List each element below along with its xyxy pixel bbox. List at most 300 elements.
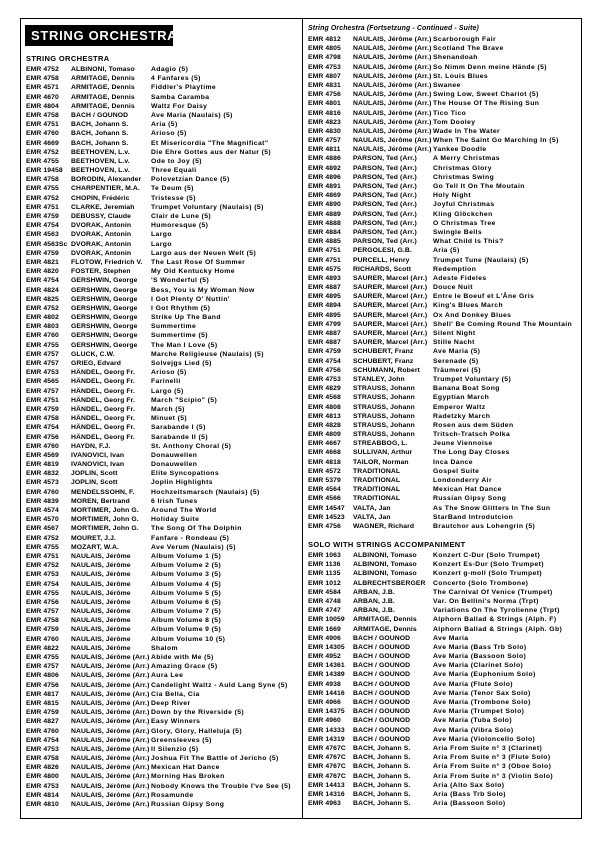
catalog-number: EMR 5379: [308, 477, 341, 484]
piece-title: Te Deum (5): [151, 185, 194, 193]
composer-name: DVORAK, Antonin: [71, 249, 132, 257]
catalog-number: EMR 4810: [26, 801, 59, 808]
composer-name: HÄNDEL, Georg Fr.: [71, 369, 136, 377]
composer-name: BACH / GOUNOD: [353, 662, 411, 670]
catalog-number: EMR 4758: [26, 755, 59, 763]
composer-name: PARSON, Ted (Arr.): [353, 228, 417, 236]
piece-title: Largo aus der Neuen Welt (5): [151, 249, 257, 257]
catalog-number: EMR 4751: [26, 121, 59, 129]
piece-title: Joyful Christmas: [433, 201, 495, 209]
composer-name: PARSON, Ted (Arr.): [353, 201, 417, 209]
composer-name: NAULAIS, Jérôme: [71, 580, 131, 588]
piece-title: Ave Maria (Tenor Sax Solo): [433, 689, 531, 697]
catalog-number: EMR 4815: [26, 699, 59, 707]
piece-title: Cia Bella, Cia: [151, 690, 200, 698]
piece-title: Fanfare - Rondeau (5): [151, 534, 230, 542]
composer-name: BACH, Johann S.: [353, 781, 411, 789]
catalog-row: [26, 267, 301, 276]
composer-name: HÄNDEL, Georg Fr.: [71, 433, 136, 441]
catalog-row: [308, 476, 580, 485]
catalog-number: EMR 4814: [26, 791, 59, 799]
composer-name: NAULAIS, Jérôme (Arr.): [71, 718, 150, 726]
catalog-number: EMR 4752: [26, 194, 59, 202]
composer-name: GERSHWIN, George: [71, 314, 138, 322]
piece-title: Clair de Lune (5): [151, 213, 212, 220]
catalog-number: EMR 4892: [308, 164, 341, 172]
catalog-row: [26, 387, 301, 396]
catalog-row: [308, 597, 580, 606]
catalog-row: [308, 625, 580, 634]
catalog-number: EMR 4966: [308, 699, 341, 706]
piece-title: I Got Rhythm (5): [151, 304, 211, 312]
catalog-row: [26, 580, 301, 589]
catalog-row: [308, 790, 580, 799]
composer-name: HÄNDEL, Georg Fr.: [71, 396, 136, 404]
catalog-row: [26, 249, 301, 258]
piece-title: Fiddler's Playtime: [151, 84, 217, 92]
composer-name: HÄNDEL, Georg Fr.: [71, 378, 136, 386]
catalog-number: EMR 4893: [308, 274, 341, 282]
catalog-number: EMR 4755: [26, 654, 59, 661]
piece-title: Tico Tico: [433, 109, 467, 117]
catalog-row: [26, 671, 301, 680]
catalog-number: EMR 4802: [26, 314, 59, 322]
catalog-row: [26, 727, 301, 736]
catalog-number: EMR 4670: [26, 93, 59, 101]
catalog-row: [308, 504, 580, 513]
composer-name: STRAUSS, Johann: [353, 421, 415, 429]
catalog-number: EMR 4819: [26, 461, 59, 469]
composer-name: CHOPIN, Frédéric: [71, 194, 130, 202]
piece-title: Arioso (5): [151, 369, 187, 377]
piece-title: Ave Maria (Violoncello Solo): [433, 735, 536, 743]
catalog-number: EMR 14305: [308, 643, 345, 651]
composer-name: STRAUSS, Johann: [353, 403, 415, 411]
piece-title: Abide with Me (5): [151, 654, 214, 661]
catalog-number: EMR 4752: [26, 66, 59, 73]
piece-title: Aura Lee: [151, 672, 184, 680]
catalog-row: [26, 423, 301, 432]
catalog-row: [26, 561, 301, 570]
piece-title: Shalom: [151, 644, 178, 652]
catalog-number: EMR 14389: [308, 671, 345, 679]
composer-name: HÄNDEL, Georg Fr.: [71, 424, 136, 432]
catalog-row: [308, 384, 580, 393]
catalog-number: EMR 4757: [308, 137, 341, 145]
catalog-row: [26, 460, 301, 469]
piece-title: Yankee Doodle: [433, 146, 487, 154]
catalog-row: [26, 662, 301, 671]
catalog-number: EMR 4760: [26, 332, 59, 340]
catalog-row: [308, 430, 580, 439]
composer-name: HÄNDEL, Georg Fr.: [71, 387, 136, 395]
catalog-number: EMR 4825: [26, 295, 59, 303]
catalog-row: [308, 136, 580, 145]
piece-title: Mexican Hat Dance: [433, 486, 502, 494]
catalog-row: [26, 139, 301, 148]
piece-title: O Christmas Tree: [433, 219, 496, 227]
piece-title: Brautchor aus Lohengrin (5): [433, 522, 536, 530]
catalog-number: EMR 4839: [26, 497, 59, 505]
composer-name: NAULAIS, Jérôme (Arr.): [353, 127, 432, 135]
catalog-number: EMR 4830: [308, 127, 341, 135]
piece-title: Swing Low, Sweet Chariot (5): [433, 91, 539, 99]
composer-name: PERGOLESI, G.B.: [353, 247, 412, 255]
catalog-number: EMR 4889: [308, 210, 341, 218]
piece-title: Ave Maria (Trombone Solo): [433, 699, 531, 706]
composer-name: BACH, Johann S.: [353, 754, 411, 762]
piece-title: Trumpet Tune (Naulais) (5): [433, 256, 529, 264]
piece-title: My Old Kentucky Home: [151, 268, 235, 276]
piece-title: Emperor Waltz: [433, 403, 486, 411]
catalog-number: EMR 4832: [26, 470, 59, 478]
catalog-row: [26, 184, 301, 193]
catalog-number: EMR 4800: [26, 773, 59, 781]
catalog-row: [308, 744, 580, 753]
piece-title: Album Volume 6 (5): [151, 598, 222, 606]
catalog-number: EMR 4755: [26, 341, 59, 349]
catalog-number: EMR 4767C: [308, 772, 346, 780]
composer-name: MOREN, Bertrand: [71, 497, 130, 505]
piece-title: Largo: [151, 231, 172, 239]
piece-title: Largo (5): [151, 387, 184, 395]
catalog-row: [308, 522, 580, 531]
composer-name: NAULAIS, Jérôme (Arr.): [353, 118, 432, 126]
composer-name: MOZART, W.A.: [71, 543, 120, 551]
catalog-number: EMR 4756: [26, 433, 59, 441]
catalog-number: EMR 4823: [308, 118, 341, 126]
composer-name: SCHUBERT, Franz: [353, 357, 414, 365]
piece-title: Ave Maria (Trumpet Solo): [433, 708, 525, 716]
piece-title: Entre le Boeuf et L'Âne Gris: [433, 293, 535, 301]
catalog-number: EMR 4887: [308, 284, 341, 292]
catalog-number: EMR 4567: [26, 525, 59, 533]
composer-name: ALBRECHTSBERGER: [353, 579, 426, 587]
composer-name: FLOTOW, Friedrich V.: [71, 258, 143, 266]
piece-title: Three Equali: [151, 167, 197, 175]
piece-title: Shenandoah: [433, 54, 478, 62]
catalog-number: EMR 4753: [26, 745, 59, 753]
catalog-row: [26, 212, 301, 221]
composer-name: SAURER, Marcel (Arr.): [353, 339, 428, 347]
catalog-row: [26, 653, 301, 662]
piece-title: Silent Night: [433, 330, 476, 337]
composer-name: CLARKE, Jeremiah: [71, 203, 135, 211]
composer-name: ARMITAGE, Dennis: [71, 84, 135, 92]
catalog-row: [26, 772, 301, 781]
composer-name: NAULAIS, Jérôme (Arr.): [353, 36, 432, 43]
left-column: [21, 19, 303, 818]
piece-title: 4 Fanfares (5): [151, 75, 201, 83]
catalog-row: [308, 735, 580, 744]
catalog-row: [308, 689, 580, 698]
catalog-row: [308, 164, 580, 173]
piece-title: Stille Nacht: [433, 339, 475, 347]
catalog-row: [308, 99, 580, 108]
piece-title: Die Ehre Gottes aus der Natur (5): [151, 148, 272, 156]
piece-title: Amazing Grace (5): [151, 663, 218, 671]
piece-title: Go Tell It On The Moutain: [433, 183, 525, 190]
catalog-row: [308, 513, 580, 522]
composer-name: BACH, Johann S.: [353, 800, 411, 808]
catalog-row: [26, 396, 301, 405]
composer-name: NAULAIS, Jérôme (Arr.): [71, 736, 150, 744]
composer-name: NAULAIS, Jérôme: [71, 617, 131, 625]
piece-title: Minuet (5): [151, 415, 188, 423]
composer-name: HAYDN, F.J.: [71, 442, 111, 450]
composer-name: NAULAIS, Jérôme (Arr.): [71, 709, 150, 717]
piece-title: StarBand Introdutcion: [433, 513, 514, 521]
catalog-number: EMR 4756: [308, 91, 341, 99]
composer-name: PARSON, Ted (Arr.): [353, 219, 417, 227]
catalog-number: EMR 4798: [308, 54, 341, 62]
catalog-row: [308, 72, 580, 81]
catalog-number: EMR 4888: [308, 219, 341, 227]
piece-title: March "Scipio" (5): [151, 396, 218, 404]
piece-title: Alphorn Ballad & Strings (Alph. Gb): [433, 625, 563, 633]
catalog-row: [308, 210, 580, 219]
catalog-row: [308, 228, 580, 237]
catalog-number: EMR 4756: [26, 598, 59, 606]
piece-title: Trumpet Voluntary (5): [433, 375, 512, 383]
composer-name: GERSHWIN, George: [71, 341, 138, 349]
piece-title: Ave Maria (Flute Solo): [433, 680, 513, 688]
composer-name: DVORAK, Antonin: [71, 240, 132, 248]
catalog-number: EMR 4571: [26, 84, 59, 92]
catalog-row: [308, 698, 580, 707]
piece-title: March (5): [151, 405, 185, 413]
catalog-number: EMR 4767C: [308, 754, 346, 762]
catalog-number: EMR 4896: [308, 173, 341, 181]
composer-name: ARMITAGE, Dennis: [353, 625, 417, 633]
catalog-row: [26, 625, 301, 634]
catalog-number: EMR 4890: [308, 201, 341, 209]
composer-name: ARMITAGE, Dennis: [71, 93, 135, 101]
catalog-row: [26, 478, 301, 487]
catalog-number: EMR 1669: [308, 625, 341, 633]
catalog-row: [26, 350, 301, 359]
composer-name: NAULAIS, Jérôme (Arr.): [71, 801, 150, 808]
catalog-number: EMR 4566: [308, 495, 341, 503]
composer-name: NAULAIS, Jérôme (Arr.): [353, 54, 432, 62]
composer-name: SULLIVAN, Arthur: [353, 449, 413, 457]
piece-title: Tritsch-Tratsch Polka: [433, 431, 511, 439]
catalog-number: EMR 4753: [308, 375, 341, 383]
composer-name: TRADITIONAL: [353, 467, 401, 475]
catalog-row: [308, 458, 580, 467]
composer-name: BACH, Johann S.: [353, 744, 411, 752]
piece-title: Easy Winners: [151, 718, 201, 726]
catalog-number: EMR 4751: [26, 396, 59, 404]
catalog-number: EMR 4812: [308, 36, 341, 43]
composer-name: ARBAN, J.B.: [353, 607, 395, 615]
catalog-row: [308, 762, 580, 771]
catalog-number: EMR 4755: [26, 543, 59, 551]
composer-name: BACH / GOUNOD: [353, 708, 411, 716]
piece-title: Hochzeitsmarsch (Naulais) (5): [151, 488, 260, 496]
catalog-number: EMR 4757: [26, 360, 59, 367]
piece-title: Sarabande I (5): [151, 424, 206, 432]
catalog-row: [308, 154, 580, 163]
composer-name: SAURER, Marcel (Arr.): [353, 320, 428, 328]
catalog-number: EMR 14316: [308, 790, 345, 798]
catalog-number: EMR 4570: [26, 516, 59, 524]
catalog-number: EMR 4760: [26, 727, 59, 735]
piece-title: Album Volume 8 (5): [151, 617, 222, 625]
catalog-number: EMR 4574: [26, 507, 59, 514]
catalog-row: [26, 570, 301, 579]
catalog-number: EMR 4757: [26, 350, 59, 358]
catalog-row: [26, 111, 301, 120]
piece-title: Ox And Donkey Blues: [433, 311, 512, 319]
catalog-row: [26, 754, 301, 763]
composer-name: MORTIMER, John G.: [71, 507, 139, 514]
composer-name: BACH, Johann S.: [353, 790, 411, 798]
piece-title: Adagio (5): [151, 66, 189, 73]
catalog-number: EMR 14333: [308, 726, 345, 734]
catalog-number: EMR 4884: [308, 228, 341, 236]
main-header-title: STRING ORCHESTRA: [31, 28, 178, 43]
piece-title: Ave Maria (Clarinet Solo): [433, 662, 524, 670]
catalog-number: EMR 4887: [308, 339, 341, 347]
piece-title: Aria (5): [151, 121, 178, 129]
piece-title: Album Volume 3 (5): [151, 571, 222, 579]
composer-name: BACH, Johann S.: [71, 139, 129, 147]
composer-name: DVORAK, Antonin: [71, 222, 132, 230]
catalog-number: EMR 4813: [308, 412, 341, 420]
composer-name: IVANOVICI, Ivan: [71, 461, 125, 469]
catalog-row: [308, 301, 580, 310]
composer-name: GERSHWIN, George: [71, 295, 138, 303]
piece-title: The Man I Love (5): [151, 341, 218, 349]
composer-name: NAULAIS, Jérôme: [71, 598, 131, 606]
catalog-row: [26, 304, 301, 313]
catalog-row: [26, 65, 301, 74]
catalog-number: EMR 4952: [308, 653, 341, 661]
catalog-row: [308, 90, 580, 99]
catalog-row: [26, 359, 301, 368]
composer-name: BEETHOVEN, L.v.: [71, 167, 130, 175]
piece-title: St. Anthony Choral (5): [151, 442, 232, 450]
piece-title: Summertime (5): [151, 332, 208, 340]
catalog-row: [26, 708, 301, 717]
composer-name: DEBUSSY, Claude: [71, 213, 132, 220]
catalog-number: EMR 4809: [308, 431, 341, 439]
catalog-number: EMR 4759: [26, 626, 59, 634]
piece-title: Humoresque (5): [151, 222, 209, 230]
catalog-number: EMR 4584: [308, 588, 341, 596]
catalog-number: EMR 4754: [26, 222, 59, 230]
catalog-row: [26, 203, 301, 212]
catalog-row: [26, 433, 301, 442]
catalog-number: EMR 4758: [26, 617, 59, 625]
composer-name: SAURER, Marcel (Arr.): [353, 330, 428, 337]
catalog-number: EMR 4869: [308, 192, 341, 200]
catalog-number: EMR 4759: [26, 709, 59, 717]
piece-title: St. Louis Blues: [433, 72, 489, 80]
catalog-number: EMR 4760: [26, 442, 59, 450]
composer-name: ARMITAGE, Dennis: [71, 75, 135, 83]
catalog-number: EMR 4752: [26, 562, 59, 570]
composer-name: STREABBOG, L.: [353, 440, 408, 448]
catalog-number: EMR 4803: [26, 323, 59, 331]
composer-name: ARMITAGE, Dennis: [353, 616, 417, 624]
catalog-row: [26, 497, 301, 506]
composer-name: GERSHWIN, George: [71, 332, 138, 340]
catalog-number: EMR 4755: [26, 157, 59, 165]
catalog-row: [308, 421, 580, 430]
catalog-number: EMR 4804: [26, 102, 59, 110]
piece-title: Aria From Suite n° 3 (Clarinet): [433, 744, 543, 752]
catalog-row: [26, 763, 301, 772]
catalog-number: EMR 14361: [308, 662, 345, 670]
piece-title: Album Volume 5 (5): [151, 589, 222, 597]
piece-title: Shell' Be Coming Round The Mountain: [433, 320, 573, 328]
piece-title: Candelight Waltz - Auld Lang Syne (5): [151, 681, 288, 689]
piece-title: Swingle Bells: [433, 228, 483, 236]
catalog-row: [26, 515, 301, 524]
catalog-number: EMR 4751: [308, 247, 341, 255]
catalog-row: [26, 800, 301, 809]
catalog-row: [26, 442, 301, 451]
catalog-number: EMR 4747: [308, 607, 341, 615]
catalog-row: [308, 338, 580, 347]
catalog-row: [308, 44, 580, 53]
composer-name: BORODIN, Alexander: [71, 176, 142, 184]
piece-title: Aria (Bassoon Solo): [433, 800, 506, 808]
piece-title: Gospel Suite: [433, 467, 480, 475]
catalog-row: [26, 83, 301, 92]
catalog-number: EMR 4801: [308, 100, 341, 108]
composer-name: NAULAIS, Jérôme (Arr.): [71, 755, 150, 763]
composer-name: BACH / GOUNOD: [353, 643, 411, 651]
composer-name: PURCELL, Henry: [353, 256, 410, 264]
composer-name: ALBINONI, Tomaso: [71, 66, 135, 73]
piece-title: Ave Maria (Bass Trb Solo): [433, 643, 527, 651]
composer-name: NAULAIS, Jérôme (Arr.): [353, 109, 432, 117]
string-orchestra-section-title: STRING ORCHESTRA: [26, 54, 110, 63]
composer-name: SAURER, Marcel (Arr.): [353, 311, 428, 319]
piece-title: Deep River: [151, 699, 191, 707]
piece-title: I Got Plenty O' Nuttin': [151, 295, 230, 303]
catalog-number: EMR 4822: [26, 644, 59, 652]
continuation-entry-list: [308, 35, 580, 531]
catalog-number: EMR 4759: [308, 348, 341, 356]
catalog-number: EMR 4752: [26, 534, 59, 542]
catalog-number: EMR 4811: [308, 146, 341, 154]
catalog-row: [308, 393, 580, 402]
catalog-number: EMR 4754: [26, 736, 59, 744]
catalog-row: [308, 35, 580, 44]
composer-name: NAULAIS, Jérôme (Arr.): [71, 690, 150, 698]
composer-name: BACH / GOUNOD: [353, 680, 411, 688]
catalog-row: [308, 81, 580, 90]
catalog-number: EMR 14375: [308, 708, 345, 716]
catalog-row: [26, 635, 301, 644]
piece-title: When The Saint Go Marching In (5): [433, 137, 559, 145]
catalog-row: [26, 524, 301, 533]
catalog-number: EMR 4753: [308, 63, 341, 71]
catalog-row: [26, 230, 301, 239]
composer-name: PARSON, Ted (Arr.): [353, 164, 417, 172]
composer-name: ARMITAGE, Dennis: [71, 102, 135, 110]
composer-name: JOPLIN, Scott: [71, 470, 118, 478]
composer-name: NAULAIS, Jérôme (Arr.): [71, 727, 150, 735]
composer-name: PARSON, Ted (Arr.): [353, 210, 417, 218]
catalog-row: [308, 569, 580, 578]
composer-name: SAURER, Marcel (Arr.): [353, 302, 428, 310]
piece-title: Konzert Es-Dur (Solo Trumpet): [433, 561, 544, 569]
